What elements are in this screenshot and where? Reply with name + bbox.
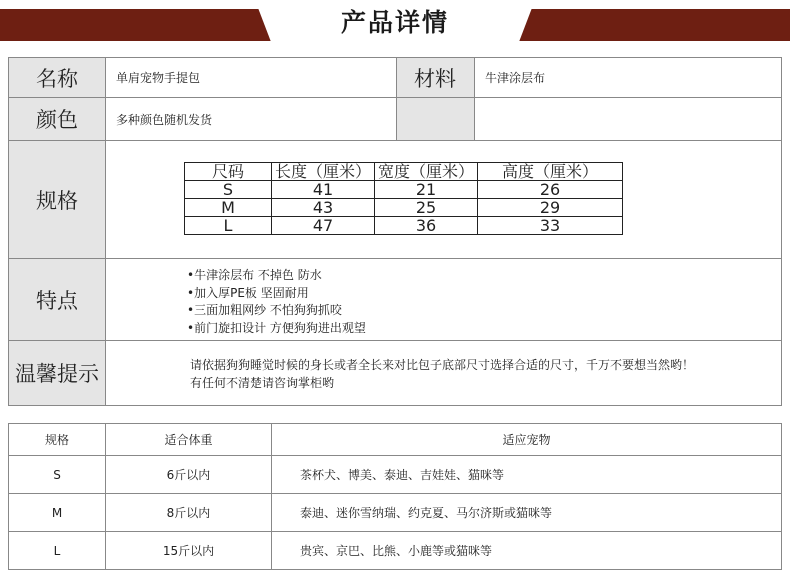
notice-line: 有任何不清楚请咨询掌柜哟 xyxy=(190,376,335,390)
fit-cell: L xyxy=(9,532,106,570)
size-cell: 26 xyxy=(478,181,623,199)
size-cell: 36 xyxy=(375,217,478,235)
size-cell: 47 xyxy=(272,217,375,235)
divider-row-2 xyxy=(8,140,782,141)
size-cell: L xyxy=(185,217,272,235)
size-table-row xyxy=(185,199,623,217)
fit-cell: 8斤以内 xyxy=(106,494,272,532)
size-cell: M xyxy=(185,199,272,217)
fit-table-row xyxy=(9,456,782,494)
size-cell: 41 xyxy=(272,181,375,199)
size-cell: 33 xyxy=(478,217,623,235)
features-list xyxy=(187,267,366,337)
size-table-row xyxy=(185,181,623,199)
size-cell: S xyxy=(185,181,272,199)
fit-header-cell: 适合体重 xyxy=(106,424,272,456)
size-header-cell: 高度（厘米） xyxy=(478,163,623,181)
size-table-row xyxy=(185,217,623,235)
size-table xyxy=(184,162,623,235)
size-cell: 43 xyxy=(272,199,375,217)
fit-cell: 茶杯犬、博美、泰迪、吉娃娃、猫咪等 xyxy=(272,456,782,494)
spec-label: 规格 xyxy=(36,188,78,213)
fit-table-header xyxy=(9,424,782,456)
fit-table-row xyxy=(9,494,782,532)
notice-text xyxy=(190,356,694,392)
feature-item: •三面加粗网纱 不怕狗狗抓咬 xyxy=(187,303,342,317)
material-label: 材料 xyxy=(414,66,456,91)
size-header-cell: 长度（厘米） xyxy=(272,163,375,181)
notice-line: 请依据狗狗睡觉时候的身长或者全长来对比包子底部尺寸选择合适的尺寸，千万不要想当然哟！ xyxy=(190,358,695,372)
fit-table xyxy=(8,423,782,570)
material-value: 牛津涂层布 xyxy=(485,71,546,85)
color-value: 多种颜色随机发货 xyxy=(116,112,213,127)
size-header-cell: 宽度（厘米） xyxy=(375,163,478,181)
size-cell: 21 xyxy=(375,181,478,199)
fit-cell: S xyxy=(9,456,106,494)
feature-item: •加入厚PE板 坚固耐用 xyxy=(187,285,309,300)
page-title: 产品详情 xyxy=(340,8,449,37)
feature-item: •前门旋扣设计 方便狗狗进出观望 xyxy=(187,320,366,335)
fit-cell: 泰迪、迷你雪纳瑞、约克夏、马尔济斯或猫咪等 xyxy=(272,494,782,532)
fit-cell: 贵宾、京巴、比熊、小鹿等或猫咪等 xyxy=(272,532,782,570)
header-banner xyxy=(0,0,790,44)
features-label: 特点 xyxy=(36,288,78,313)
fit-cell: M xyxy=(9,494,106,532)
divider-row-3 xyxy=(8,258,782,259)
notice-label: 温馨提示 xyxy=(15,362,99,386)
divider-row-4 xyxy=(8,340,782,341)
fit-header-cell: 规格 xyxy=(9,424,106,456)
size-cell: 25 xyxy=(375,199,478,217)
size-table-header xyxy=(185,163,623,181)
name-label: 名称 xyxy=(36,66,78,91)
color-label: 颜色 xyxy=(36,108,78,132)
fit-header-cell: 适应宠物 xyxy=(272,424,782,456)
size-header-cell: 尺码 xyxy=(185,163,272,181)
fit-cell: 15斤以内 xyxy=(106,532,272,570)
size-cell: 29 xyxy=(478,199,623,217)
name-value: 单肩宠物手提包 xyxy=(116,71,201,85)
fit-cell: 6斤以内 xyxy=(106,456,272,494)
feature-item: •牛津涂层布 不掉色 防水 xyxy=(187,268,322,282)
fit-table-row xyxy=(9,532,782,570)
